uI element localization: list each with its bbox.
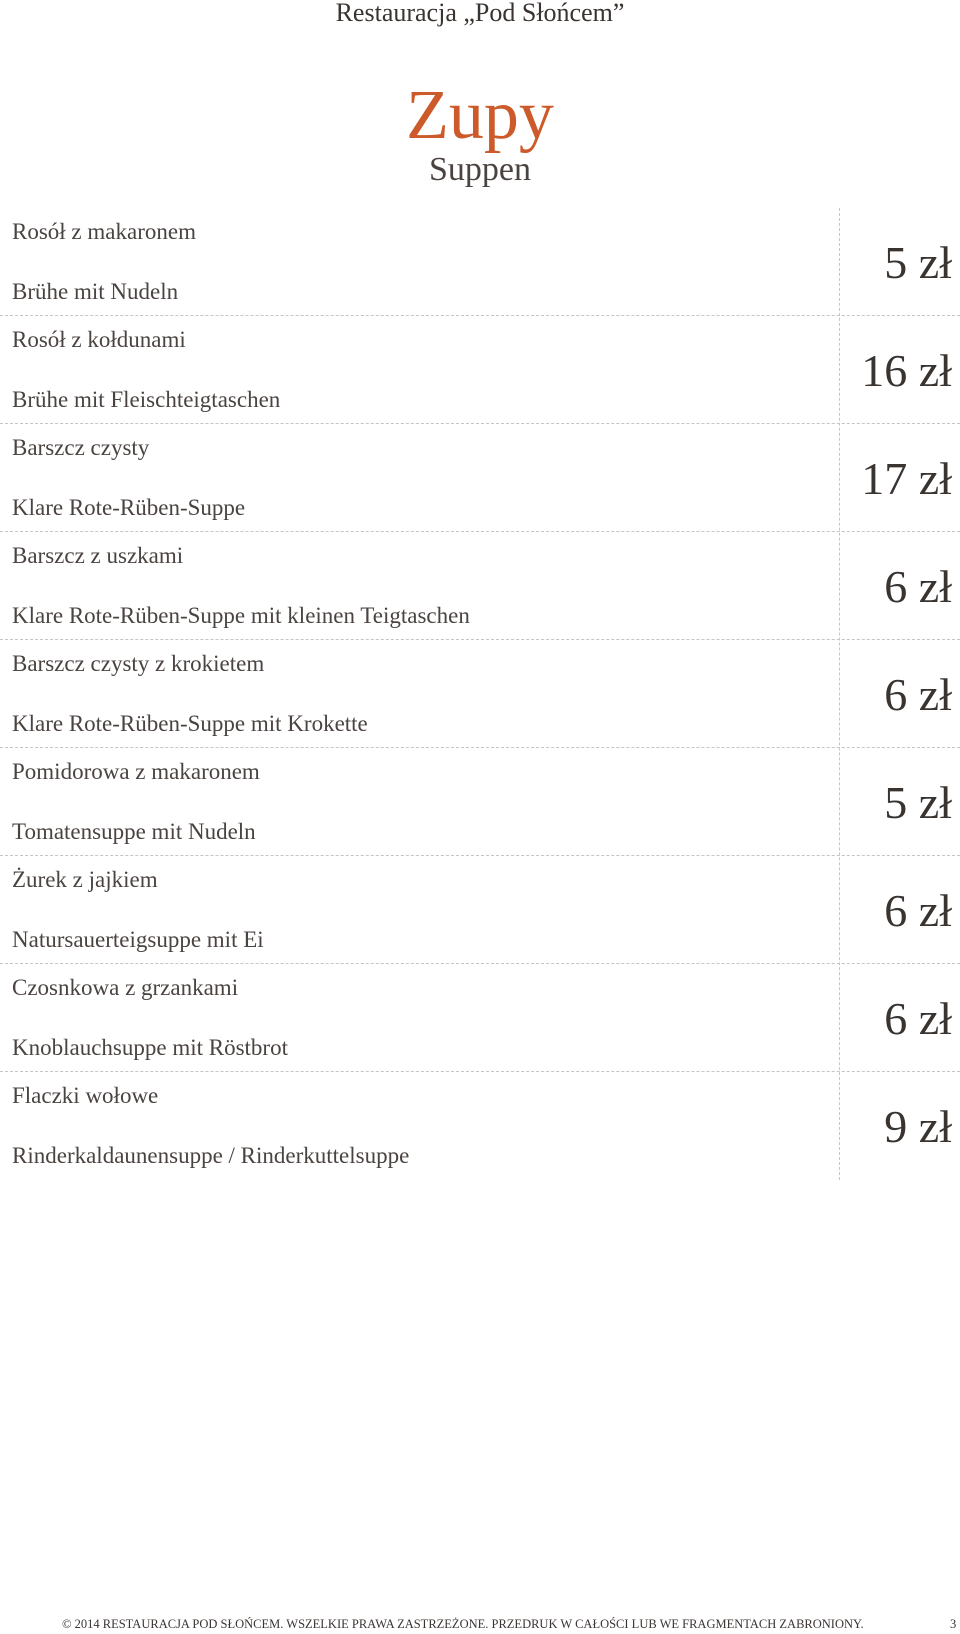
page-number: 3 xyxy=(950,1617,957,1631)
section-subtitle: Suppen xyxy=(429,151,531,188)
menu-item xyxy=(0,964,960,1072)
menu-item-name-polish: Barszcz czysty z krokietem xyxy=(12,651,265,676)
menu-item-price: 5 zł xyxy=(884,236,952,288)
menu-item xyxy=(0,856,960,964)
menu-item-name-polish: Żurek z jajkiem xyxy=(12,867,158,892)
menu-item-name-german: Knoblauchsuppe mit Röstbrot xyxy=(12,1035,288,1060)
menu-item-price: 16 zł xyxy=(861,344,952,396)
menu-item-price: 6 zł xyxy=(884,668,952,720)
menu-item xyxy=(0,532,960,640)
menu-item-price: 6 zł xyxy=(884,560,952,612)
menu-item-price: 6 zł xyxy=(884,992,952,1044)
section-title: Zupy xyxy=(406,77,554,154)
menu-item-name-polish: Pomidorowa z makaronem xyxy=(12,759,260,784)
menu-item-price: 9 zł xyxy=(884,1100,952,1152)
menu-item xyxy=(0,640,960,748)
menu-item xyxy=(0,208,960,316)
menu-item-name-german: Natursauerteigsuppe mit Ei xyxy=(12,927,264,952)
menu-item-name-german: Brühe mit Fleischteigtaschen xyxy=(12,387,281,412)
menu-item-price: 17 zł xyxy=(861,452,952,504)
menu-item-name-polish: Rosół z makaronem xyxy=(12,219,196,244)
menu-item-name-german: Klare Rote-Rüben-Suppe mit kleinen Teigtaschen xyxy=(12,603,470,628)
menu-item xyxy=(0,424,960,532)
menu-item xyxy=(0,316,960,424)
menu-item-name-german: Rinderkaldaunensuppe / Rinderkuttelsuppe xyxy=(12,1143,410,1168)
menu-item-name-polish: Barszcz z uszkami xyxy=(12,543,184,568)
menu-item-name-german: Klare Rote-Rüben-Suppe mit Krokette xyxy=(12,711,368,736)
menu-item xyxy=(0,1072,960,1180)
menu-item-name-polish: Flaczki wołowe xyxy=(12,1083,159,1108)
menu-item-name-polish: Rosół z kołdunami xyxy=(12,327,186,352)
menu-item-name-polish: Barszcz czysty xyxy=(12,435,150,460)
menu-list xyxy=(0,208,960,1180)
menu-item-name-german: Brühe mit Nudeln xyxy=(12,279,179,304)
menu-item-name-german: Tomatensuppe mit Nudeln xyxy=(12,819,256,844)
menu-item xyxy=(0,748,960,856)
menu-item-name-german: Klare Rote-Rüben-Suppe xyxy=(12,495,246,520)
menu-item-price: 6 zł xyxy=(884,884,952,936)
restaurant-name: Restauracja „Pod Słońcem” xyxy=(335,0,625,27)
menu-item-name-polish: Czosnkowa z grzankami xyxy=(12,975,239,1000)
footer-copyright: © 2014 RESTAURACJA POD SŁOŃCEM. WSZELKIE PRAWA ZASTRZEŻONE. PRZEDRUK W CAŁOŚCI LUB WE FRAGMENTACH ZABRONIONY. xyxy=(62,1617,864,1631)
menu-item-price: 5 zł xyxy=(884,776,952,828)
